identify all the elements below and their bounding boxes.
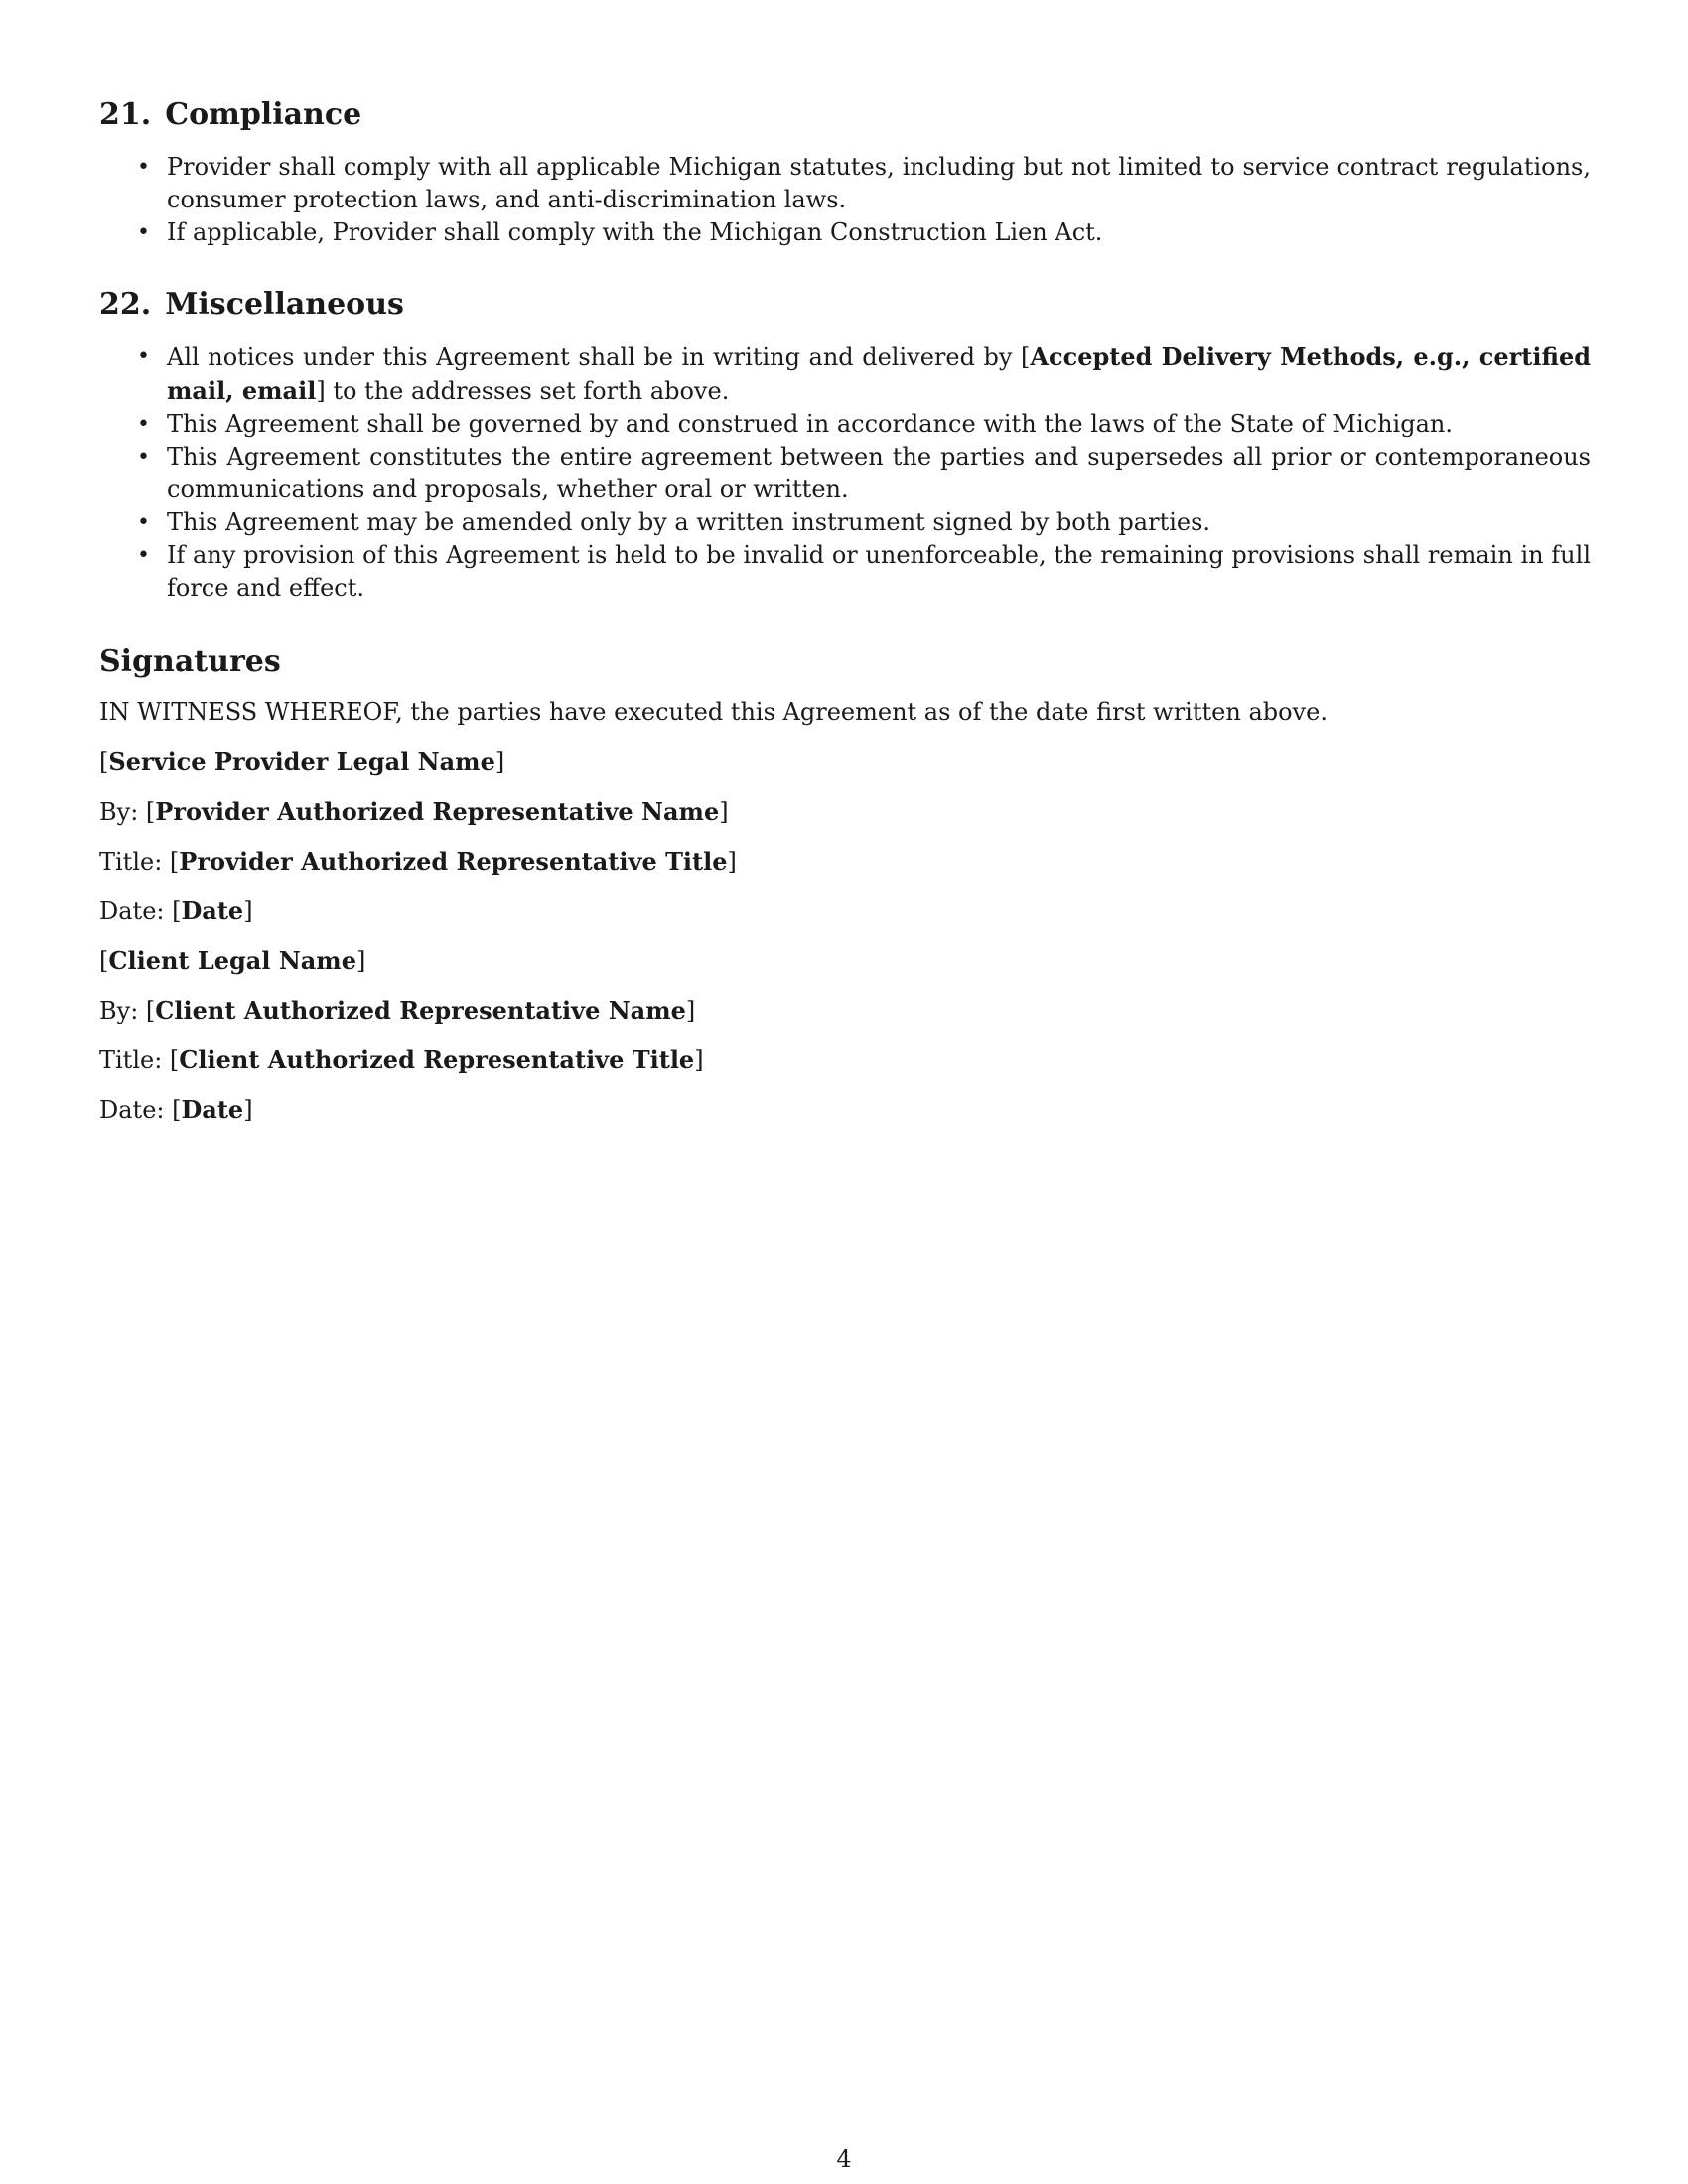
provider-rep-name-placeholder: Provider Authorized Representative Name: [155, 797, 720, 826]
notice-text-before: All notices under this Agreement shall be in writing and delivered by [: [167, 343, 1031, 371]
provider-by-line: By: [Provider Authorized Representative Name]: [99, 797, 729, 826]
section-number: 21.: [99, 97, 152, 132]
section-title: Compliance: [165, 97, 362, 132]
list-item: • If any provision of this Agreement is held to be invalid or unenforceable, the remaining provisions shall remain in full force and effect.: [99, 539, 1591, 605]
section-heading-compliance: [99, 97, 1591, 133]
by-label: By:: [99, 798, 139, 826]
compliance-list: [99, 151, 1591, 249]
client-rep-title-placeholder: Client Authorized Representative Title: [179, 1045, 695, 1074]
provider-date-placeholder: Date: [181, 896, 244, 925]
document-page: [99, 97, 1591, 1143]
provider-legal-name: [Service Provider Legal Name]: [99, 748, 505, 776]
client-date-placeholder: Date: [181, 1095, 244, 1124]
client-title-line: Title: [Client Authorized Representative Title]: [99, 1045, 704, 1074]
date-label: Date:: [99, 1096, 165, 1124]
client-date-line: Date: [Date]: [99, 1095, 253, 1124]
client-legal-name: [Client Legal Name]: [99, 946, 366, 975]
provider-legal-name-placeholder: Service Provider Legal Name: [108, 748, 495, 776]
section-heading-miscellaneous: [99, 287, 1591, 323]
notice-text-after: ] to the addresses set forth above.: [316, 377, 730, 405]
list-item: • If applicable, Provider shall comply with the Michigan Construction Lien Act.: [99, 216, 1591, 249]
miscellaneous-list: [99, 341, 1591, 605]
client-by-line: By: [Client Authorized Representative Name]: [99, 996, 696, 1024]
title-label: Title:: [99, 1046, 163, 1074]
section-title: Miscellaneous: [165, 287, 404, 322]
witness-statement: IN WITNESS WHEREOF, the parties have executed this Agreement as of the date first written above.: [99, 698, 1328, 726]
delivery-methods-placeholder: Accepted Delivery Methods, e.g., certified mail, email: [167, 342, 1592, 405]
list-item: • This Agreement may be amended only by a written instrument signed by both parties.: [99, 506, 1591, 539]
provider-rep-title-placeholder: Provider Authorized Representative Title: [179, 847, 728, 876]
signatures-heading: Signatures: [99, 644, 281, 679]
title-label: Title:: [99, 848, 163, 876]
client-rep-name-placeholder: Client Authorized Representative Name: [155, 996, 686, 1024]
list-item: • Provider shall comply with all applicable Michigan statutes, including but not limited to service contract regulations, consumer protection laws, and anti-discrimination laws.: [99, 151, 1591, 216]
list-item: • This Agreement shall be governed by and construed in accordance with the laws of the State of Michigan.: [99, 408, 1591, 441]
page-number: 4: [836, 2145, 852, 2173]
section-number: 22.: [99, 287, 152, 322]
date-label: Date:: [99, 897, 165, 925]
provider-date-line: Date: [Date]: [99, 896, 253, 925]
client-legal-name-placeholder: Client Legal Name: [108, 946, 356, 975]
list-item: • This Agreement constitutes the entire agreement between the parties and supersedes all prior or contemporaneous communications and proposals, whether oral or written.: [99, 441, 1591, 506]
list-item-notices: [99, 341, 1591, 408]
provider-title-line: Title: [Provider Authorized Representative Title]: [99, 847, 737, 876]
by-label: By:: [99, 997, 139, 1024]
